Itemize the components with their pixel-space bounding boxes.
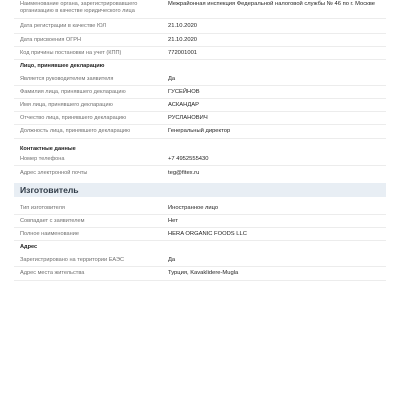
email-value: teg@fitex.ru xyxy=(168,170,200,176)
declarant-heading: Лицо, принявшее декларацию xyxy=(20,63,105,69)
row-divider xyxy=(14,214,386,215)
field-value: АСКАНДАР xyxy=(168,102,200,108)
field-label: Имя лица, принявшего декларацию xyxy=(20,102,113,108)
field-value: HERA ORGANIC FOODS LLC xyxy=(168,231,247,237)
field-value: Да xyxy=(168,257,176,263)
row-divider xyxy=(14,33,386,34)
field-label: Полное наименование xyxy=(20,231,79,237)
field-label: Совпадает с заявителем xyxy=(20,218,85,224)
row-divider xyxy=(14,111,386,112)
row-divider xyxy=(14,59,386,60)
field-label: Адрес электронной почты xyxy=(20,170,88,176)
contacts-heading: Контактные данные xyxy=(20,146,76,152)
field-label: Наименование органа, зарегистрировавшего организацию в качестве юридического лица xyxy=(20,1,138,14)
row-divider xyxy=(14,46,386,47)
field-value: Турция, Kavaklidere-Mugla xyxy=(168,270,239,276)
field-value: Нет xyxy=(168,218,178,224)
field-value: Иностранное лицо xyxy=(168,205,219,211)
field-label: Дата регистрации в качестве ЮЛ xyxy=(20,23,107,29)
field-value: 21.10.2020 xyxy=(168,37,198,43)
field-label: Должность лица, принявшего декларацию xyxy=(20,128,131,134)
field-label: Фамилия лица, принявшего декларацию xyxy=(20,89,126,95)
row-divider xyxy=(14,280,386,281)
field-value: 21.10.2020 xyxy=(168,23,198,29)
field-value: 772001001 xyxy=(168,50,198,56)
field-value: ГУСЕЙНОВ xyxy=(168,89,200,95)
field-label: Адрес места жительства xyxy=(20,270,85,276)
phone-value: +7 4952555430 xyxy=(168,156,209,162)
field-label: Тип изготовителя xyxy=(20,205,65,211)
field-label: Код причины постановки на учет (КПП) xyxy=(20,50,122,56)
field-label: Зарегистрировано на территории ЕАЭС xyxy=(20,257,125,263)
field-value: Генеральный директор xyxy=(168,128,231,134)
field-value: Межрайонная инспекция Федеральной налоговой службы № 46 по г. Москве xyxy=(168,1,375,7)
row-divider xyxy=(14,227,386,228)
row-divider xyxy=(14,266,386,267)
row-divider xyxy=(14,124,386,125)
row-divider xyxy=(14,165,386,166)
row-divider xyxy=(14,85,386,86)
field-label: Отчество лица, принявшего декларацию xyxy=(20,115,127,121)
section-title: Изготовитель xyxy=(20,185,79,195)
field-value: РУСЛАНОВИЧ xyxy=(168,115,208,121)
field-value: Да xyxy=(168,76,176,82)
row-divider xyxy=(14,240,386,241)
field-label: Дата присвоения ОГРН xyxy=(20,37,82,43)
field-label: Номер телефона xyxy=(20,156,65,162)
row-divider xyxy=(14,138,386,139)
field-label: Является руководителем заявителя xyxy=(20,76,114,82)
row-divider xyxy=(14,18,386,19)
address-heading: Адрес xyxy=(20,244,38,250)
row-divider xyxy=(14,98,386,99)
manufacturer-section-header xyxy=(14,183,386,197)
